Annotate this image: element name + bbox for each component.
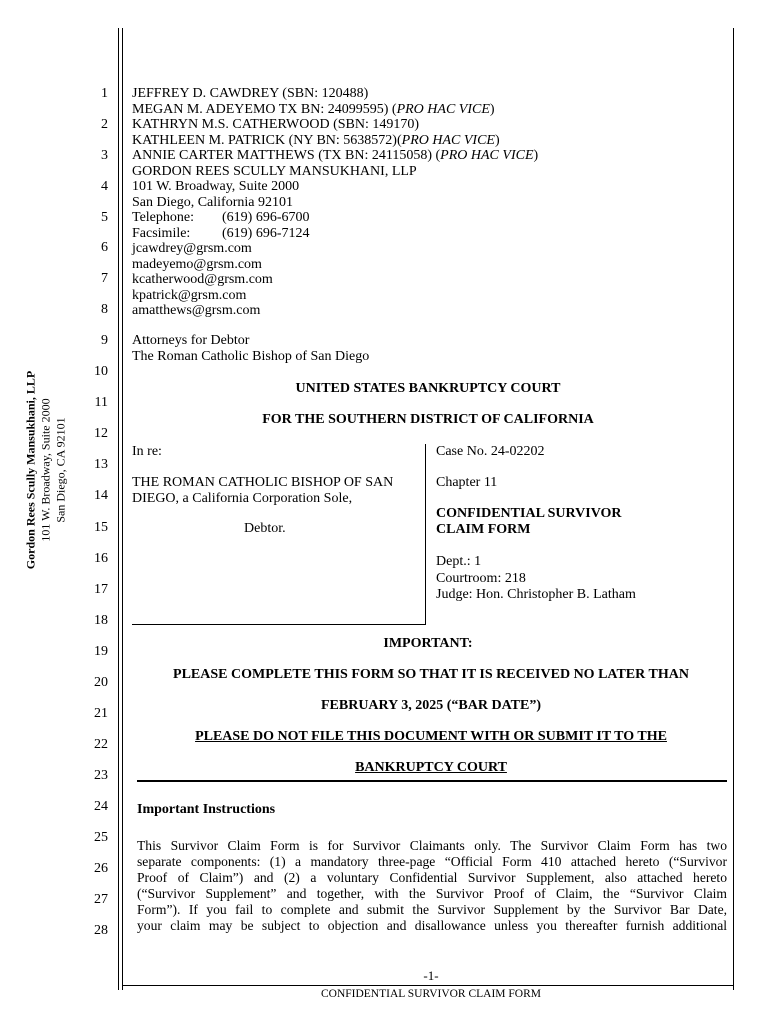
instructions-line: (“Survivor Supplement” and together, with the Survivor Proof of Claim, the “Survivor Claim	[137, 886, 727, 901]
line-number: 12	[94, 426, 108, 441]
line-number: 25	[94, 830, 108, 845]
line-number: 22	[94, 737, 108, 752]
important-heading: IMPORTANT:	[383, 636, 473, 651]
case-number: Case No. 24-02202	[436, 444, 545, 459]
line-number: 4	[101, 179, 108, 194]
line-number: 13	[94, 457, 108, 472]
attorneys-for-block	[132, 333, 369, 364]
instructions-line: This Survivor Claim Form is for Survivor Claimants only. The Survivor Claim Form has two	[137, 838, 727, 853]
footer-title: CONFIDENTIAL SURVIVOR CLAIM FORM	[320, 988, 542, 1000]
fax-line: Facsimile: (619) 696-7124	[132, 225, 310, 241]
line-number: 11	[94, 395, 108, 410]
court-title: UNITED STATES BANKRUPTCY COURT	[295, 381, 561, 396]
debtor-name-line1: THE ROMAN CATHOLIC BISHOP OF SAN	[132, 475, 394, 490]
line-number: 8	[101, 302, 108, 317]
instructions-line: Proof of Claim”) and (2) a voluntary Confidential Survivor Supplement, also attached hereto	[137, 870, 727, 885]
form-title-line1: CONFIDENTIAL SURVIVOR	[436, 506, 622, 521]
instructions-heading: Important Instructions	[137, 802, 276, 817]
judge: Judge: Hon. Christopher B. Latham	[436, 587, 636, 602]
attorney-line: KATHLEEN M. PATRICK (NY BN: 5638572)(PRO HAC VICE)	[132, 132, 500, 148]
deadline-line2: FEBRUARY 3, 2025 (“BAR DATE”)	[320, 698, 541, 713]
line-number: 1	[101, 86, 108, 101]
line-number: 9	[101, 333, 108, 348]
attorney-line: JEFFREY D. CAWDREY (SBN: 120488)	[132, 86, 369, 101]
firm-side-address2: San Diego, CA 92101	[53, 417, 68, 523]
phone-line: Telephone: (619) 696-6700	[132, 210, 310, 225]
in-re: In re:	[132, 444, 162, 459]
line-number: 18	[94, 613, 108, 628]
caption-bottom-rule	[132, 624, 426, 625]
firm-side-address1: 101 W. Broadway, Suite 2000	[38, 398, 53, 542]
district-title: FOR THE SOUTHERN DISTRICT OF CALIFORNIA	[262, 412, 594, 427]
email: madeyemo@grsm.com	[132, 256, 262, 272]
line-number: 6	[101, 240, 108, 255]
email: amatthews@grsm.com	[132, 303, 261, 318]
debtor-name-line2: DIEGO, a California Corporation Sole,	[132, 490, 353, 506]
deadline-line1: PLEASE COMPLETE THIS FORM SO THAT IT IS RECEIVED NO LATER THAN	[173, 667, 689, 682]
firm-side-name: Gordon Rees Scully Mansukhani, LLP	[23, 370, 38, 570]
firm-side-block	[24, 371, 69, 569]
form-title	[436, 506, 622, 537]
line-number: 17	[94, 582, 108, 597]
caption-divider	[425, 444, 426, 624]
email: jcawdrey@grsm.com	[132, 241, 252, 256]
attorney-line: MEGAN M. ADEYEMO TX BN: 24099595) (PRO HAC VICE)	[132, 101, 495, 117]
debtor-name-block	[132, 475, 393, 506]
line-number: 19	[94, 644, 108, 659]
instructions-line: your claim may be subject to objection and disallowance unless you thereafter furnish additional	[137, 918, 727, 933]
line-number: 2	[101, 117, 108, 132]
line-number: 21	[94, 706, 108, 721]
line-number: 20	[94, 675, 108, 690]
section-rule	[137, 780, 727, 782]
address-line: 101 W. Broadway, Suite 2000	[132, 179, 300, 194]
city-line: San Diego, California 92101	[132, 194, 293, 210]
line-number: 23	[94, 768, 108, 783]
left-margin-rule-outer	[118, 28, 119, 990]
line-number: 26	[94, 861, 108, 876]
email: kpatrick@grsm.com	[132, 287, 247, 303]
footer-rule	[122, 985, 734, 986]
line-number: 10	[94, 364, 108, 379]
line-number: 27	[94, 892, 108, 907]
line-number: 24	[94, 799, 108, 814]
line-number: 14	[94, 488, 108, 503]
warning-line2: BANKRUPTCY COURT	[355, 760, 507, 775]
page-number: -1-	[423, 968, 439, 983]
warning-line1: PLEASE DO NOT FILE THIS DOCUMENT WITH OR SUBMIT IT TO THE	[195, 729, 667, 744]
instructions-line: separate components: (1) a mandatory three-page “Official Form 410 attached hereto (“Survivor	[137, 854, 727, 869]
hearing-info	[436, 554, 636, 604]
phone-number: (619) 696-6700	[222, 210, 310, 225]
form-title-line2: CLAIM FORM	[436, 521, 531, 537]
line-number: 28	[94, 923, 108, 938]
line-number: 16	[94, 551, 108, 566]
left-margin-rule-inner	[122, 28, 123, 990]
line-number: 7	[101, 271, 108, 286]
instructions-line: Form”). If you fail to complete and submit the Survivor Supplement by the Survivor Bar Date,	[137, 902, 727, 917]
attorney-block	[132, 86, 538, 319]
right-margin-rule	[733, 28, 734, 990]
chapter: Chapter 11	[436, 475, 498, 490]
attorney-line: ANNIE CARTER MATTHEWS (TX BN: 24115058) (PRO HAC VICE)	[132, 148, 539, 163]
attorney-line: KATHRYN M.S. CATHERWOOD (SBN: 149170)	[132, 117, 420, 132]
attorneys-for: Attorneys for Debtor	[132, 333, 250, 348]
courtroom: Courtroom: 218	[436, 570, 526, 586]
email: kcatherwood@grsm.com	[132, 272, 273, 287]
instructions-paragraph	[137, 838, 727, 934]
debtor-label: Debtor.	[244, 521, 286, 536]
firm-name-line: GORDON REES SCULLY MANSUKHANI, LLP	[132, 163, 417, 179]
line-number: 3	[101, 148, 108, 163]
line-number: 5	[101, 210, 108, 225]
fax-number: (619) 696-7124	[222, 225, 310, 241]
dept: Dept.: 1	[436, 554, 482, 569]
line-number: 15	[94, 520, 108, 535]
client-name: The Roman Catholic Bishop of San Diego	[132, 348, 370, 364]
